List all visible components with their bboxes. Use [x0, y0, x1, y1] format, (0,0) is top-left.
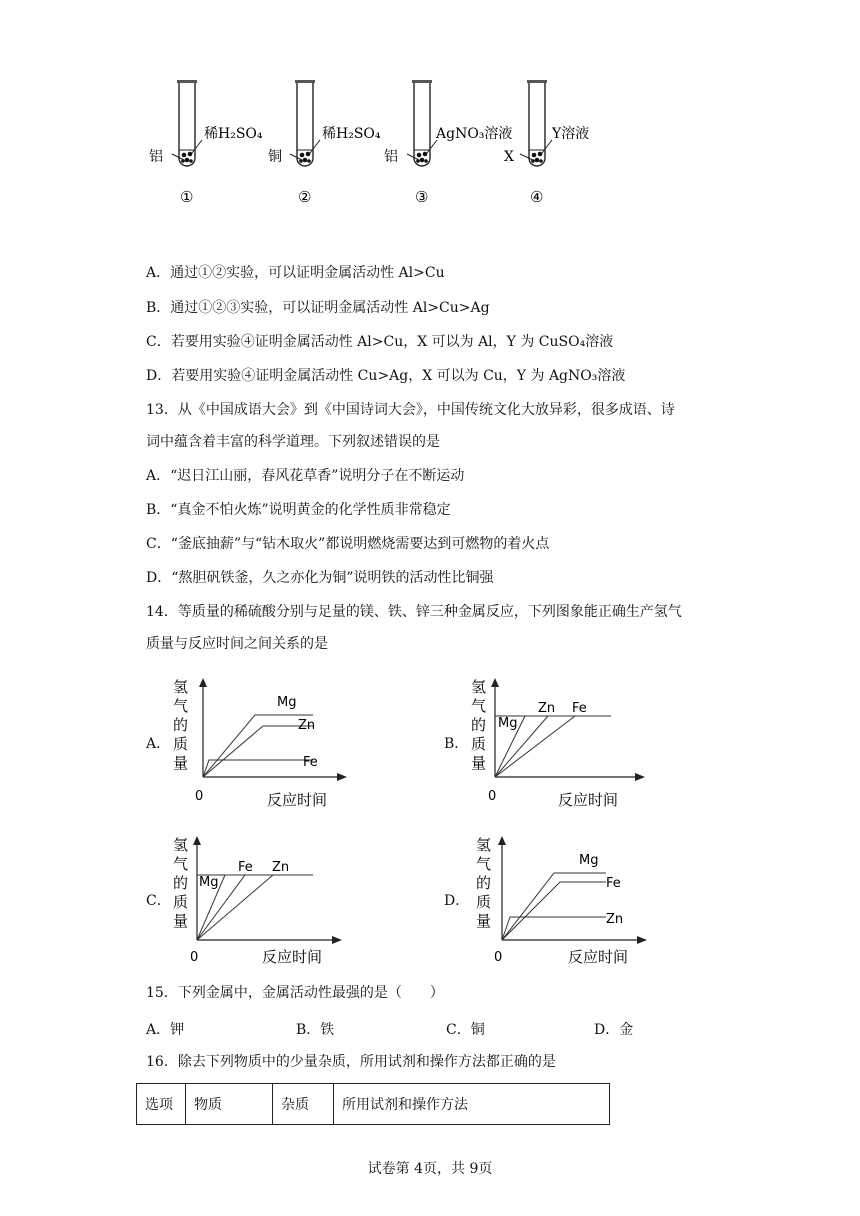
graph-c	[165, 830, 375, 970]
tube-2-solution: 稀H₂SO₄	[322, 126, 381, 142]
q12-option-a: A．通过①②实验，可以证明金属活动性 Al>Cu	[146, 265, 445, 281]
graph-b	[463, 672, 673, 812]
svg-text:的: 的	[173, 874, 189, 892]
svg-text:0: 0	[195, 789, 204, 804]
series-label-fe: Fe	[572, 701, 587, 716]
svg-text:量: 量	[173, 754, 189, 772]
svg-text:的: 的	[173, 716, 189, 734]
series-label-zn: Zn	[538, 701, 556, 716]
series-label-zn: Zn	[298, 718, 316, 733]
tube-4-solution: Y溶液	[552, 126, 590, 142]
svg-text:0: 0	[494, 950, 503, 965]
svg-text:氢: 氢	[173, 836, 189, 854]
header-substance: 物质	[186, 1084, 273, 1125]
svg-text:0: 0	[190, 950, 199, 965]
svg-text:反应时间: 反应时间	[262, 948, 323, 966]
graph-d	[468, 830, 678, 970]
q12-option-b: B．通过①②③实验，可以证明金属活动性 Al>Cu>Ag	[146, 300, 490, 316]
q12-option-c: C．若要用实验④证明金属活动性 Al>Cu，X 可以为 Al，Y 为 CuSO₄溶液	[146, 334, 614, 350]
table-header-row	[137, 1084, 610, 1125]
q15-stem: 15．下列金属中，金属活动性最强的是（ ）	[146, 985, 444, 1001]
y-axis-label	[173, 678, 188, 772]
tube-3-number: ③	[415, 188, 429, 206]
q13-option-d: D．“熬胆矾铁釜，久之亦化为铜”说明铁的活动性比铜强	[146, 570, 494, 586]
tube-3	[412, 80, 432, 166]
q15-option-a: A．钾	[146, 1022, 185, 1038]
q15-option-c: C．铜	[446, 1022, 485, 1038]
graph-a-option: A．	[146, 736, 171, 752]
q16-table	[136, 1083, 610, 1125]
q14-stem-line2: 质量与反应时间之间关系的是	[146, 636, 328, 652]
svg-text:反应时间: 反应时间	[267, 791, 328, 809]
svg-text:气: 气	[476, 855, 492, 873]
q15-option-d: D．金	[594, 1022, 634, 1038]
header-impurity: 杂质	[273, 1084, 334, 1125]
tube-1-solution: 稀H₂SO₄	[204, 126, 263, 142]
svg-text:反应时间: 反应时间	[558, 791, 619, 809]
svg-text:质: 质	[173, 893, 189, 911]
svg-text:量: 量	[476, 912, 492, 930]
series-label-mg: Mg	[498, 716, 518, 731]
tube-3-solution: AgNO₃溶液	[436, 126, 513, 142]
graph-d-option: D．	[444, 893, 470, 909]
y-axis-label	[476, 836, 491, 930]
y-axis-label	[173, 836, 188, 930]
series-label-mg: Mg	[579, 853, 599, 868]
tube-1-metal: 铝	[149, 149, 163, 165]
tube-4-number: ④	[530, 188, 544, 206]
svg-text:氢: 氢	[476, 836, 492, 854]
page-footer: 试卷第 4页，共 9页	[367, 1161, 493, 1177]
graph-c-option: C．	[146, 893, 171, 909]
tube-2	[295, 80, 315, 166]
graph-b-option: B．	[444, 736, 469, 752]
q13-stem-line1: 13．从《中国成语大会》到《中国诗词大会》，中国传统文化大放异彩，很多成语、诗	[146, 402, 675, 418]
svg-text:量: 量	[471, 754, 487, 772]
q12-option-d: D．若要用实验④证明金属活动性 Cu>Ag，X 可以为 Cu，Y 为 AgNO₃溶液	[146, 368, 626, 384]
svg-text:质: 质	[476, 893, 492, 911]
series-label-fe: Fe	[606, 876, 621, 891]
series-label-zn: Zn	[272, 860, 290, 875]
tube-3-metal: 铝	[384, 149, 398, 165]
svg-text:量: 量	[173, 912, 189, 930]
q13-stem-line2: 词中蕴含着丰富的科学道理。下列叙述错误的是	[146, 434, 440, 450]
series-label-zn: Zn	[606, 912, 624, 927]
tube-1-number: ①	[180, 188, 194, 206]
q13-option-a: A．“迟日江山丽，春风花草香”说明分子在不断运动	[146, 468, 465, 484]
q13-option-c: C．“釜底抽薪”与“钻木取火”都说明燃烧需要达到可燃物的着火点	[146, 536, 550, 552]
svg-text:气: 气	[471, 697, 487, 715]
series-label-mg: Mg	[277, 695, 297, 710]
tube-1	[177, 80, 197, 166]
y-axis-label	[471, 678, 486, 772]
series-label-fe: Fe	[238, 860, 253, 875]
graph-a	[165, 672, 375, 812]
test-tubes-figure	[140, 80, 620, 210]
q14-stem-line1: 14．等质量的稀硫酸分别与足量的镁、铁、锌三种金属反应，下列图象能正确生产氢气	[146, 604, 682, 620]
tube-4-metal: X	[504, 149, 514, 165]
svg-text:气: 气	[173, 697, 189, 715]
svg-text:氢: 氢	[173, 678, 189, 696]
q15-option-b: B．铁	[296, 1022, 335, 1038]
svg-text:0: 0	[488, 789, 497, 804]
svg-text:氢: 氢	[471, 678, 487, 696]
header-method: 所用试剂和操作方法	[334, 1084, 610, 1125]
tube-2-number: ②	[298, 188, 312, 206]
tube-4	[527, 80, 547, 166]
tube-2-metal: 铜	[268, 149, 282, 165]
svg-text:的: 的	[471, 716, 487, 734]
svg-text:质: 质	[173, 735, 189, 753]
svg-text:气: 气	[173, 855, 189, 873]
svg-text:反应时间: 反应时间	[568, 948, 629, 966]
series-label-mg: Mg	[199, 875, 219, 890]
svg-text:的: 的	[476, 874, 492, 892]
series-label-fe: Fe	[303, 755, 318, 770]
q16-stem: 16．除去下列物质中的少量杂质，所用试剂和操作方法都正确的是	[146, 1054, 556, 1070]
q13-option-b: B．“真金不怕火炼”说明黄金的化学性质非常稳定	[146, 502, 451, 518]
svg-text:质: 质	[471, 735, 487, 753]
header-option: 选项	[137, 1084, 186, 1125]
